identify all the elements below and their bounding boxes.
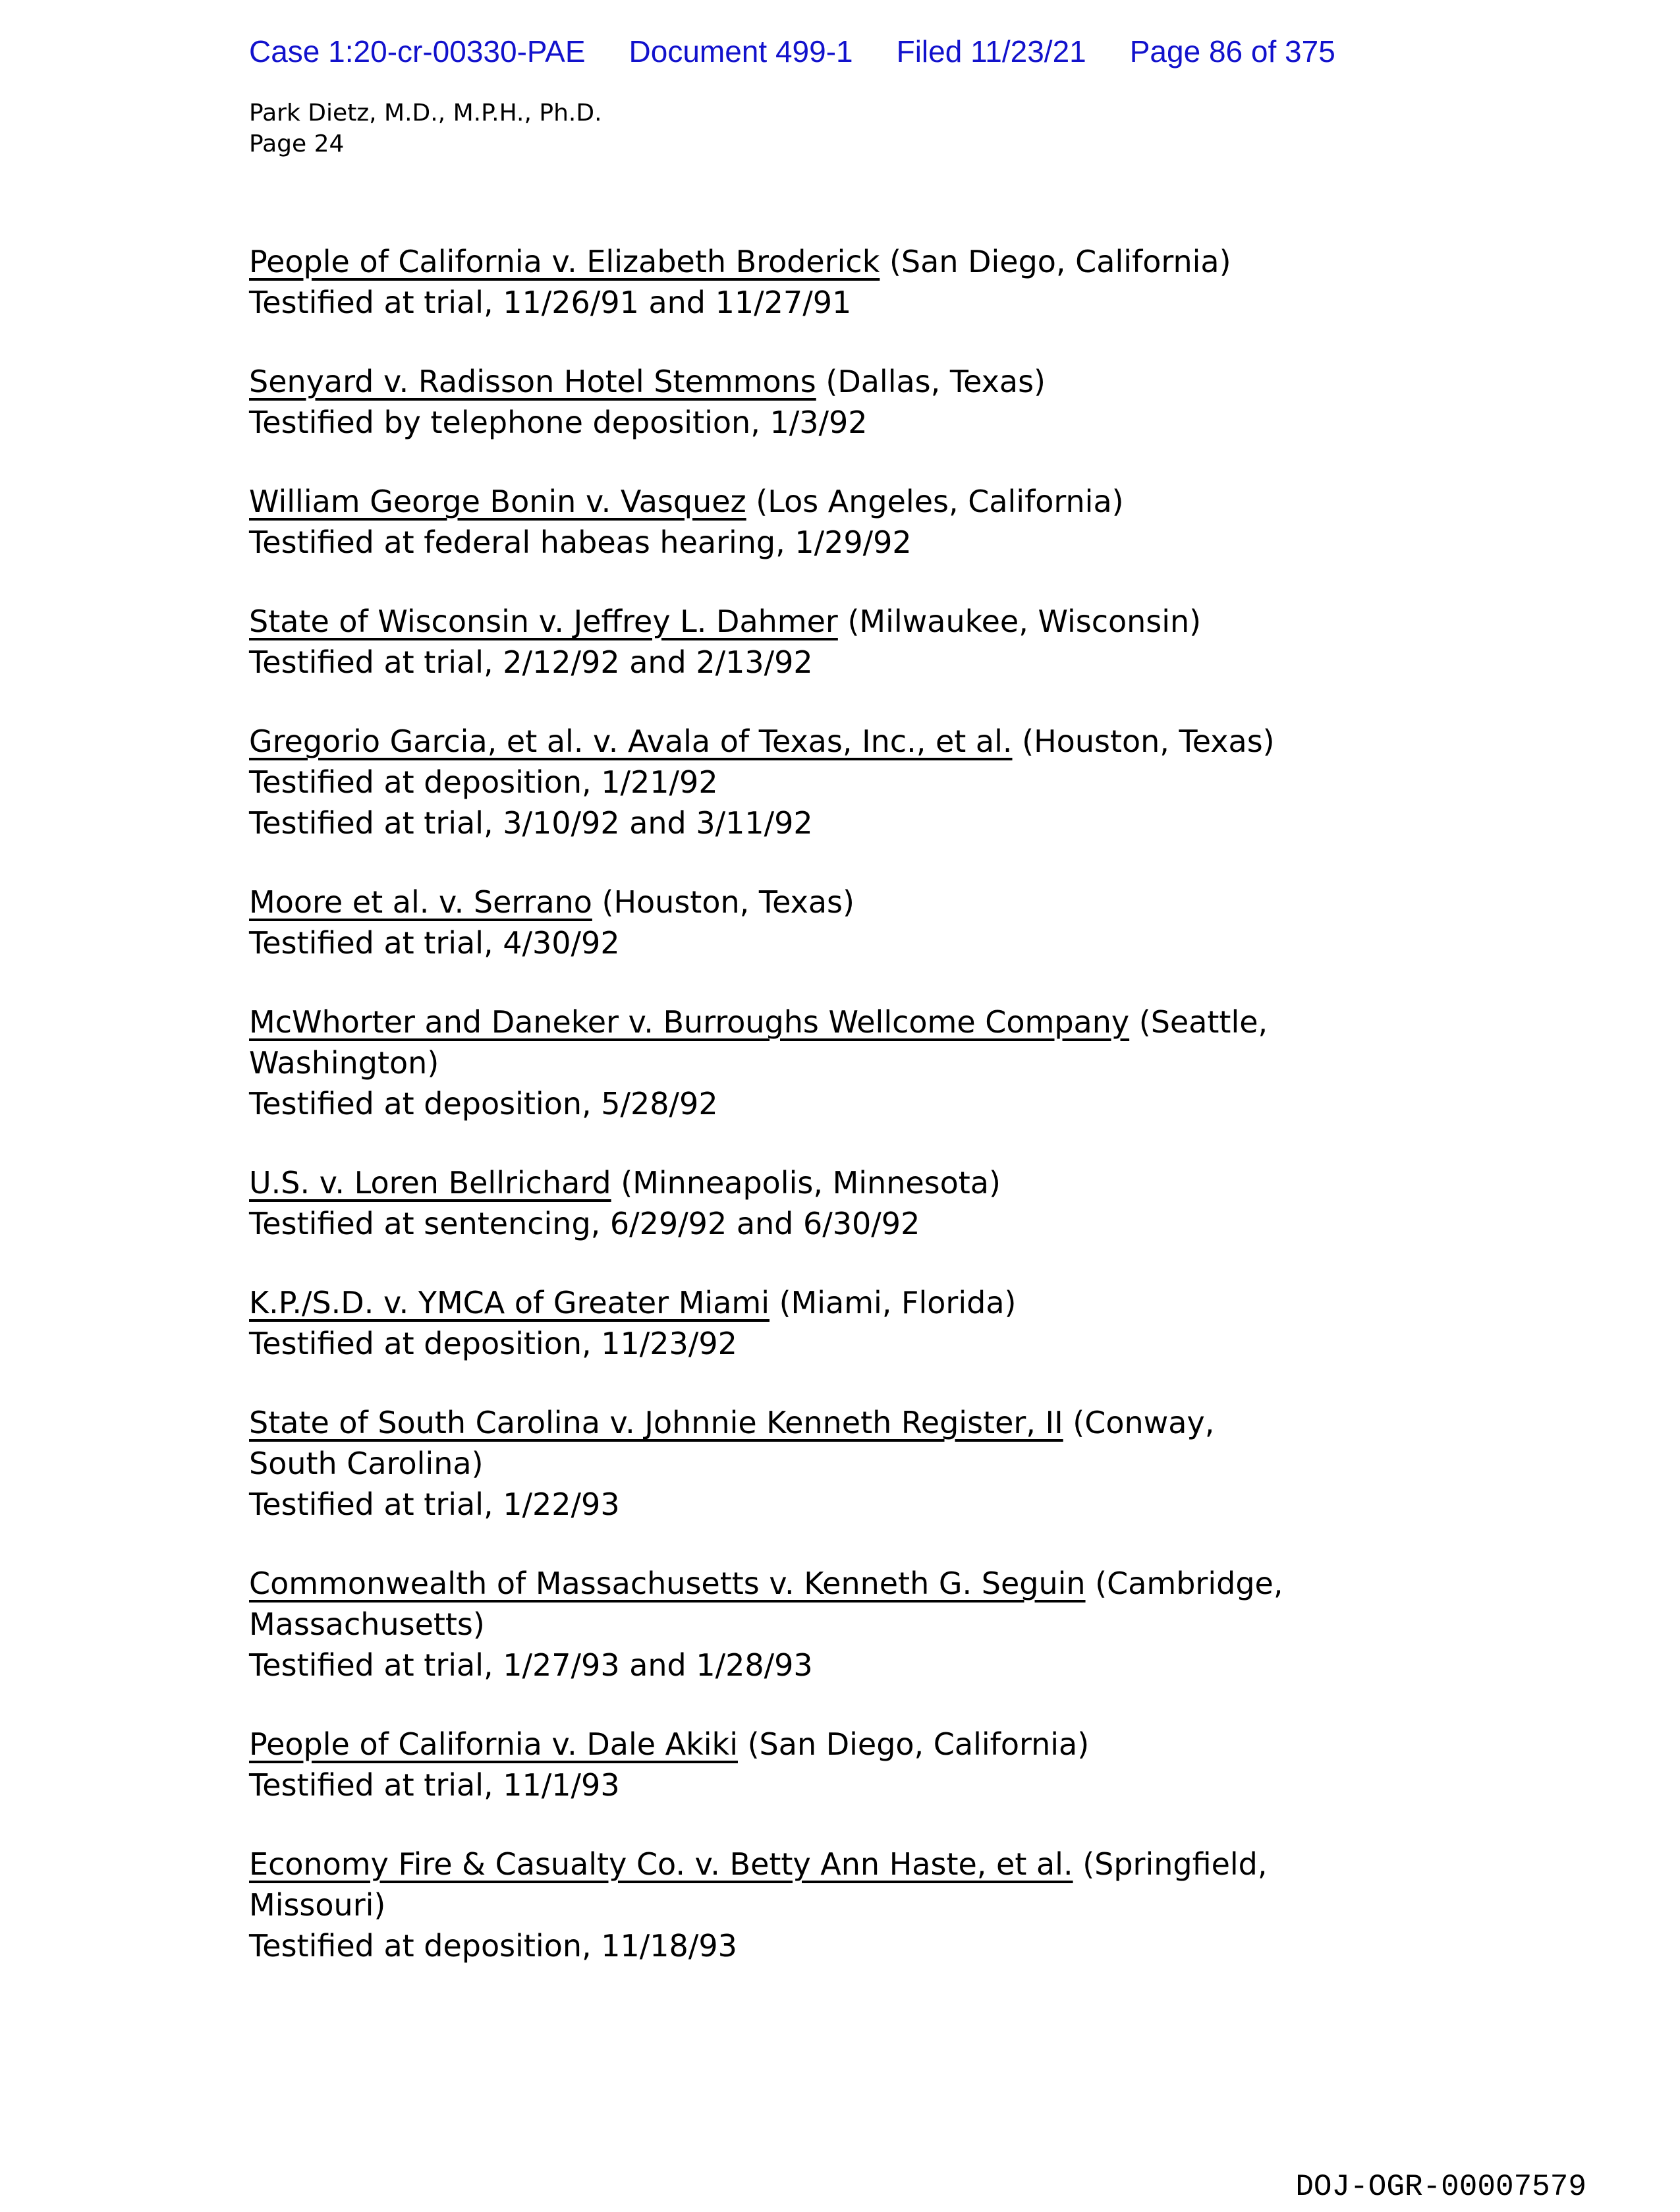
- testimony-detail: Testified by telephone deposition, 1/3/92: [249, 405, 868, 440]
- case-location: (Houston, Texas): [1012, 723, 1275, 759]
- testimony-detail: Testified at sentencing, 6/29/92 and 6/30/92: [249, 1206, 920, 1241]
- case-location: (Miami, Florida): [769, 1285, 1017, 1320]
- case-name: Economy Fire & Casualty Co. v. Betty Ann Haste, et al.: [249, 1846, 1073, 1882]
- case-title-line: [249, 361, 1593, 402]
- testimony-detail: Testified at trial, 11/26/91 and 11/27/91: [249, 285, 852, 320]
- case-title-line: [249, 481, 1593, 522]
- case-entry: [249, 241, 1593, 323]
- case-entry: [249, 1563, 1593, 1686]
- testimony-detail: Testified at trial, 2/12/92 and 2/13/92: [249, 644, 813, 680]
- case-entry: [249, 1002, 1593, 1124]
- case-location-continued: Washington): [249, 1045, 439, 1081]
- testimony-detail: Testified at deposition, 5/28/92: [249, 1086, 718, 1121]
- case-location: (San Diego, California): [737, 1726, 1090, 1762]
- case-location: (Conway,: [1063, 1405, 1215, 1440]
- case-title-line: [249, 1844, 1593, 1885]
- case-location-continued: South Carolina): [249, 1446, 484, 1481]
- case-entry: [249, 1402, 1593, 1525]
- case-location: (Springfield,: [1073, 1846, 1268, 1882]
- case-entry: [249, 1282, 1593, 1364]
- case-entry: [249, 721, 1593, 843]
- testimony-detail: Testified at deposition, 11/18/93: [249, 1928, 737, 1964]
- case-location: (Houston, Texas): [592, 884, 854, 920]
- testimony-detail: Testified at federal habeas hearing, 1/29/92: [249, 525, 912, 560]
- case-name: State of Wisconsin v. Jeffrey L. Dahmer: [249, 604, 838, 639]
- case-name: People of California v. Elizabeth Broderick: [249, 244, 880, 279]
- case-title-line: [249, 601, 1593, 642]
- testimony-detail: Testified at trial, 1/22/93: [249, 1487, 620, 1522]
- testimony-detail: Testified at deposition, 11/23/92: [249, 1326, 737, 1361]
- testimony-detail: Testified at trial, 1/27/93 and 1/28/93: [249, 1647, 813, 1683]
- header-filed-date: Filed 11/23/21: [896, 34, 1086, 69]
- header-document-number: Document 499-1: [629, 34, 853, 69]
- case-location: (Minneapolis, Minnesota): [611, 1165, 1001, 1201]
- case-entry: [249, 1844, 1593, 1966]
- case-name: U.S. v. Loren Bellrichard: [249, 1165, 611, 1201]
- case-title-line: [249, 1402, 1593, 1443]
- header-page-number: Page 86 of 375: [1129, 34, 1335, 69]
- testimony-case-list: [249, 241, 1593, 2004]
- case-entry: [249, 601, 1593, 683]
- case-name: State of South Carolina v. Johnnie Kenneth Register, II: [249, 1405, 1063, 1440]
- expert-name: Park Dietz, M.D., M.P.H., Ph.D.: [249, 99, 602, 127]
- case-name: Senyard v. Radisson Hotel Stemmons: [249, 364, 816, 399]
- case-name: Moore et al. v. Serrano: [249, 884, 592, 920]
- case-entry: [249, 882, 1593, 963]
- case-name: Commonwealth of Massachusetts v. Kenneth G. Seguin: [249, 1566, 1086, 1601]
- case-location: (Seattle,: [1129, 1004, 1268, 1040]
- case-name: K.P./S.D. v. YMCA of Greater Miami: [249, 1285, 770, 1320]
- case-title-line: [249, 1282, 1593, 1323]
- document-subheader: [249, 98, 602, 159]
- case-entry: [249, 1162, 1593, 1244]
- court-stamp-header: [249, 33, 1335, 70]
- testimony-detail: Testified at trial, 11/1/93: [249, 1767, 620, 1803]
- case-entry: [249, 1724, 1593, 1805]
- case-name: McWhorter and Daneker v. Burroughs Wellcome Company: [249, 1004, 1130, 1040]
- case-location: (Dallas, Texas): [816, 364, 1046, 399]
- case-location: (Los Angeles, California): [746, 484, 1124, 519]
- bates-number: DOJ-OGR-00007579: [1295, 2170, 1586, 2204]
- case-location-continued: Massachusetts): [249, 1606, 485, 1642]
- case-title-line: [249, 1162, 1593, 1203]
- case-entry: [249, 361, 1593, 443]
- case-location: (Cambridge,: [1085, 1566, 1283, 1601]
- case-title-line: [249, 1002, 1593, 1042]
- case-location-continued: Missouri): [249, 1887, 386, 1923]
- case-title-line: [249, 1563, 1593, 1604]
- cv-page-number: Page 24: [249, 130, 345, 157]
- testimony-detail: Testified at trial, 4/30/92: [249, 925, 620, 961]
- testimony-detail: Testified at trial, 3/10/92 and 3/11/92: [249, 805, 813, 841]
- case-title-line: [249, 882, 1593, 922]
- case-location: (Milwaukee, Wisconsin): [837, 604, 1202, 639]
- case-name: People of California v. Dale Akiki: [249, 1726, 738, 1762]
- case-title-line: [249, 1724, 1593, 1765]
- case-name: Gregorio Garcia, et al. v. Avala of Texas, Inc., et al.: [249, 723, 1013, 759]
- header-case-number: Case 1:20-cr-00330-PAE: [249, 34, 586, 69]
- case-location: (San Diego, California): [880, 244, 1231, 279]
- testimony-detail: Testified at deposition, 1/21/92: [249, 764, 718, 800]
- case-name: William George Bonin v. Vasquez: [249, 484, 746, 519]
- case-title-line: [249, 721, 1593, 762]
- case-entry: [249, 481, 1593, 563]
- case-title-line: [249, 241, 1593, 282]
